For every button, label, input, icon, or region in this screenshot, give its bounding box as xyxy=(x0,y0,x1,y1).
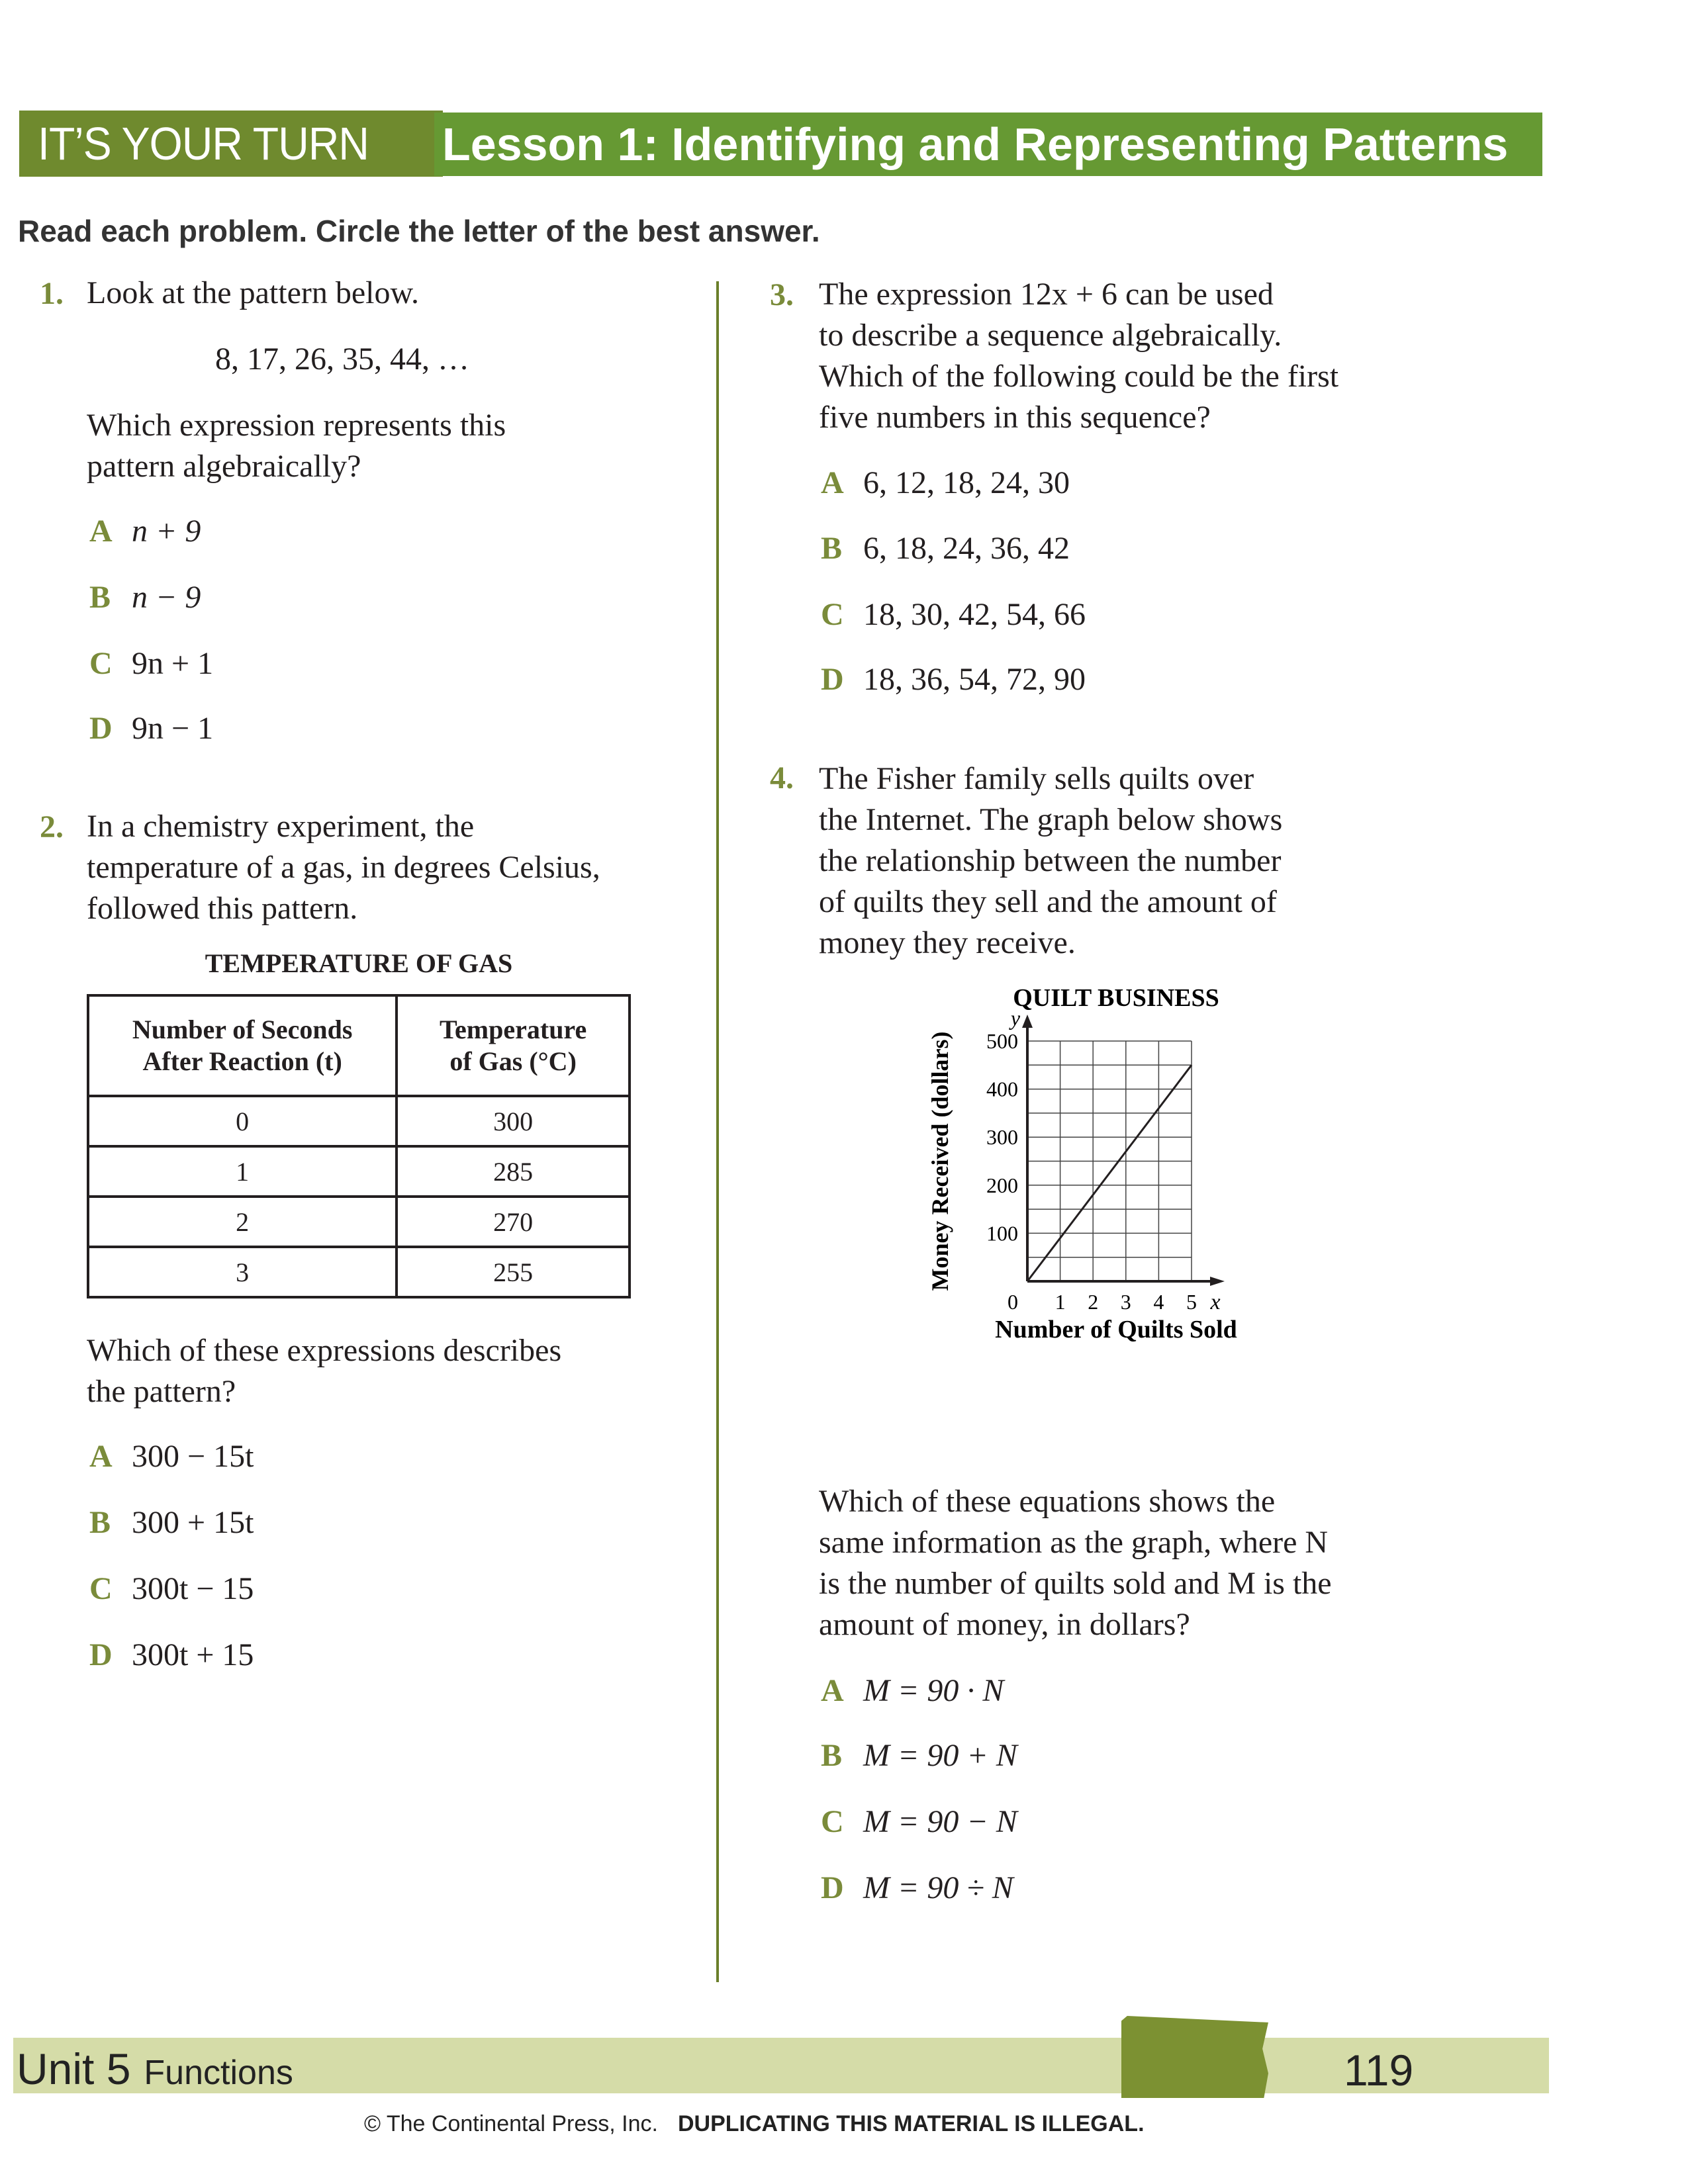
table-cell: 285 xyxy=(397,1146,630,1197)
y-tick-label: 500 xyxy=(986,1029,1018,1053)
q4-prompt-line: same information as the graph, where N xyxy=(819,1525,1329,1560)
q4-option-a[interactable] xyxy=(821,1672,1004,1709)
q2-line: temperature of a gas, in degrees Celsius, xyxy=(87,850,600,885)
q4-number: 4. xyxy=(770,760,794,796)
q3-line: to describe a sequence algebraically. xyxy=(819,318,1282,353)
q4-option-d[interactable] xyxy=(821,1870,1013,1906)
q4-prompt xyxy=(819,1481,1332,1645)
table-row xyxy=(88,1247,630,1297)
copyright xyxy=(364,2111,1145,2137)
q3-option-d[interactable] xyxy=(821,661,1086,698)
origin-label: 0 xyxy=(1008,1290,1018,1314)
header-badge-text: IT’S YOUR TURN xyxy=(38,118,369,169)
option-letter: D xyxy=(89,711,113,746)
q4-line: money they receive. xyxy=(819,925,1076,960)
unit-number: Unit 5 xyxy=(17,2044,131,2093)
table-cell: 255 xyxy=(397,1247,630,1297)
q1-option-c[interactable] xyxy=(89,645,213,682)
q2-option-d[interactable] xyxy=(89,1637,254,1673)
table-title: TEMPERATURE OF GAS xyxy=(205,948,513,978)
q1-number: 1. xyxy=(40,276,64,311)
option-text: 9n − 1 xyxy=(132,711,214,746)
table-row xyxy=(88,1096,630,1146)
y-tick-label: 400 xyxy=(986,1077,1018,1101)
q4-option-c[interactable] xyxy=(821,1803,1017,1840)
q4-prompt-line: is the number of quilts sold and M is the xyxy=(819,1566,1332,1601)
q1-prompt-line: Which expression represents this xyxy=(87,408,506,443)
instructions: Read each problem. Circle the letter of the best answer. xyxy=(18,214,820,248)
lesson-title: Lesson 1: Identifying and Representing Patterns xyxy=(442,118,1509,170)
q4-option-b[interactable] xyxy=(821,1737,1017,1774)
table-row xyxy=(88,1146,630,1197)
q3-option-c[interactable] xyxy=(821,596,1086,633)
q4-line: The Fisher family sells quilts over xyxy=(819,761,1254,796)
option-text: 9n + 1 xyxy=(132,646,214,681)
option-letter: C xyxy=(821,597,844,632)
option-text: 6, 18, 24, 36, 42 xyxy=(863,531,1070,566)
table-cell: 0 xyxy=(88,1096,397,1146)
y-axis-letter: y xyxy=(1010,1006,1021,1030)
option-text: 18, 36, 54, 72, 90 xyxy=(863,662,1086,697)
copyright-warning: DUPLICATING THIS MATERIAL IS ILLEGAL. xyxy=(677,2111,1145,2136)
header-line: Temperature xyxy=(440,1015,587,1044)
option-letter: C xyxy=(821,1804,844,1839)
unit-name: Functions xyxy=(144,2054,293,2092)
table-cell: 270 xyxy=(397,1197,630,1247)
q1-option-b[interactable] xyxy=(89,579,201,615)
option-letter: C xyxy=(89,1571,113,1606)
option-letter: B xyxy=(89,580,111,615)
header-badge xyxy=(19,111,443,177)
y-axis-title: Money Received (dollars) xyxy=(927,1031,953,1291)
option-letter: A xyxy=(821,1673,844,1708)
option-text: 300t + 15 xyxy=(132,1637,254,1672)
q1-text: Look at the pattern below. xyxy=(87,275,420,310)
q2-prompt-line: the pattern? xyxy=(87,1374,236,1409)
table-cell: 2 xyxy=(88,1197,397,1247)
option-letter: D xyxy=(821,1870,844,1905)
option-text: M = 90 − N xyxy=(863,1804,1017,1839)
q2-prompt xyxy=(87,1330,561,1412)
q3-line: five numbers in this sequence? xyxy=(819,400,1211,435)
y-tick-label: 100 xyxy=(986,1221,1018,1246)
q1-prompt-line: pattern algebraically? xyxy=(87,449,361,484)
q3-text xyxy=(819,274,1338,438)
x-axis-letter: x xyxy=(1210,1290,1221,1314)
lesson-title-bar xyxy=(434,113,1542,176)
y-tick-label: 300 xyxy=(986,1125,1018,1150)
copyright-text: © The Continental Press, Inc. xyxy=(364,2111,658,2136)
x-tick-label: 5 xyxy=(1186,1290,1197,1314)
header-line: of Gas (°C) xyxy=(449,1046,577,1076)
q2-number: 2. xyxy=(40,809,64,844)
option-letter: A xyxy=(89,1439,113,1474)
table-cell: 3 xyxy=(88,1247,397,1297)
option-text: 300t − 15 xyxy=(132,1571,254,1606)
option-letter: D xyxy=(821,662,844,697)
header-line: Number of Seconds xyxy=(132,1015,353,1044)
unit-label xyxy=(17,2044,293,2094)
option-letter: B xyxy=(821,531,843,566)
x-axis-title: Number of Quilts Sold xyxy=(995,1316,1237,1343)
q1-option-d[interactable] xyxy=(89,710,213,747)
q3-line: The expression 12x + 6 can be used xyxy=(819,277,1274,312)
column-header-seconds xyxy=(88,995,397,1096)
q4-prompt-line: Which of these equations shows the xyxy=(819,1484,1276,1519)
q1-prompt xyxy=(87,405,506,487)
q2-text xyxy=(87,806,600,929)
x-tick-label: 1 xyxy=(1055,1290,1066,1314)
q2-option-a[interactable] xyxy=(89,1438,254,1475)
q2-option-c[interactable] xyxy=(89,1570,254,1607)
option-text: n − 9 xyxy=(132,580,201,615)
quilt-business-chart xyxy=(914,979,1258,1456)
header-line: After Reaction (t) xyxy=(142,1046,342,1076)
option-letter: D xyxy=(89,1637,113,1672)
option-text: M = 90 + N xyxy=(863,1738,1017,1773)
state-shape-tab xyxy=(1121,2016,1268,2098)
q3-number: 3. xyxy=(770,277,794,312)
q4-line: of quilts they sell and the amount of xyxy=(819,884,1277,919)
option-text: 6, 12, 18, 24, 30 xyxy=(863,465,1070,500)
table-cell: 1 xyxy=(88,1146,397,1197)
option-text: 300 + 15t xyxy=(132,1505,254,1540)
chart-title: QUILT BUSINESS xyxy=(1013,984,1219,1012)
x-tick-label: 2 xyxy=(1088,1290,1099,1314)
x-tick-label: 4 xyxy=(1153,1290,1164,1314)
table-header-row xyxy=(88,995,630,1096)
series-line xyxy=(1027,1065,1192,1281)
table-cell: 300 xyxy=(397,1096,630,1146)
option-text: n + 9 xyxy=(132,514,201,549)
q3-option-b[interactable] xyxy=(821,530,1070,567)
option-text: M = 90 ÷ N xyxy=(863,1870,1013,1905)
option-letter: A xyxy=(821,465,844,500)
option-text: 300 − 15t xyxy=(132,1439,254,1474)
column-header-temperature xyxy=(397,995,630,1096)
y-axis-arrow-icon xyxy=(1022,1015,1033,1028)
q3-option-a[interactable] xyxy=(821,465,1070,501)
q2-line: In a chemistry experiment, the xyxy=(87,809,475,844)
q4-line: the relationship between the number xyxy=(819,843,1282,878)
x-tick-label: 3 xyxy=(1120,1290,1131,1314)
q2-prompt-line: Which of these expressions describes xyxy=(87,1333,562,1368)
option-text: 18, 30, 42, 54, 66 xyxy=(863,597,1086,632)
q4-prompt-line: amount of money, in dollars? xyxy=(819,1607,1190,1642)
q4-text xyxy=(819,758,1282,964)
option-letter: A xyxy=(89,514,113,549)
option-letter: C xyxy=(89,646,113,681)
page-number: 119 xyxy=(1344,2046,1414,2095)
option-letter: B xyxy=(821,1738,843,1773)
q3-line: Which of the following could be the first xyxy=(819,359,1339,394)
q1-pattern: 8, 17, 26, 35, 44, … xyxy=(215,341,469,377)
q1-option-a[interactable] xyxy=(89,513,201,549)
q2-option-b[interactable] xyxy=(89,1504,254,1541)
table-row xyxy=(88,1197,630,1247)
q4-line: the Internet. The graph below shows xyxy=(819,802,1283,837)
q2-line: followed this pattern. xyxy=(87,891,358,926)
option-text: M = 90 · N xyxy=(863,1673,1004,1708)
temperature-table xyxy=(87,994,631,1298)
column-divider xyxy=(716,281,719,1982)
option-letter: B xyxy=(89,1505,111,1540)
y-tick-label: 200 xyxy=(986,1173,1018,1197)
x-axis-arrow-icon xyxy=(1210,1277,1225,1286)
